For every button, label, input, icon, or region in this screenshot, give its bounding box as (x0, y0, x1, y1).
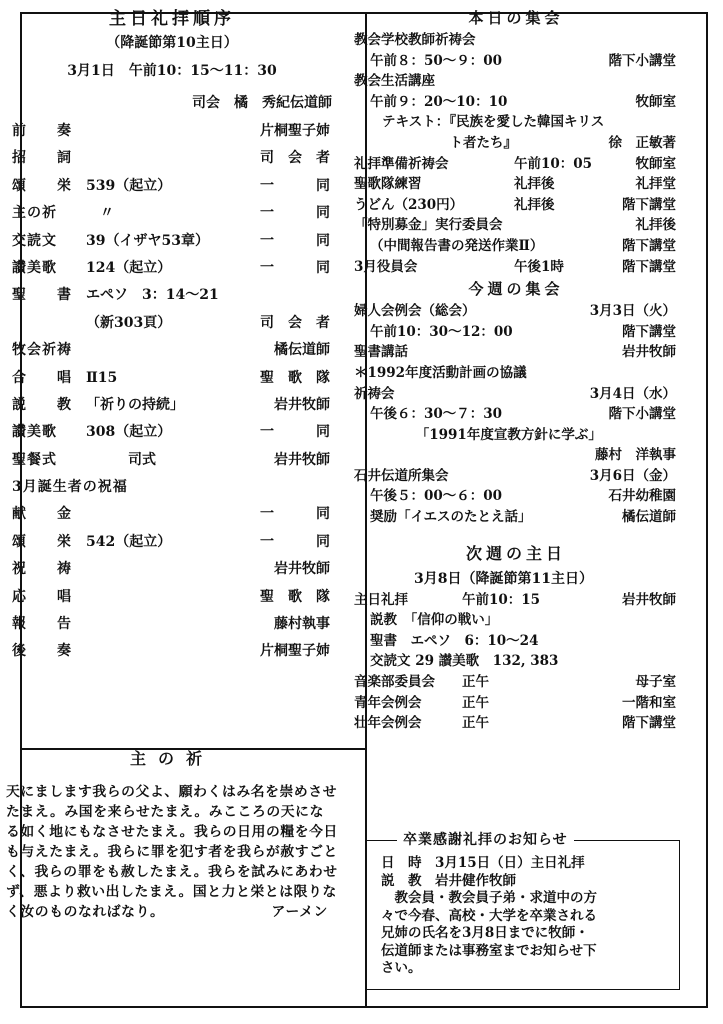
order-item-person: 岩井牧師 (274, 561, 330, 578)
event-row (354, 713, 678, 734)
event-name: 婦人会例会（総会） (354, 303, 476, 320)
event-row (354, 404, 678, 425)
event-row (354, 154, 678, 175)
order-item-name: 聖餐式 (12, 451, 57, 468)
event-time: 礼拝後 (514, 196, 555, 213)
event-row (354, 133, 678, 154)
notice-line: さい。 (381, 960, 422, 976)
this-week-title: 今週の集会 (468, 280, 564, 299)
order-date-time: 3月1日 午前10：15〜11：30 (67, 63, 277, 79)
order-item-name: 応 唱 (12, 588, 72, 605)
event-row (354, 384, 678, 405)
order-item (8, 501, 336, 528)
notice-date-line: 日 時 3月15日（日）主日礼拝 (381, 855, 585, 871)
order-item (8, 611, 336, 638)
event-name: ト者たち』 (382, 134, 517, 151)
order-item-person: 岩井牧師 (274, 396, 330, 413)
order-item-name: 主の祈 (12, 205, 57, 222)
order-item (8, 173, 336, 200)
event-time: 午後1時 (514, 258, 564, 275)
event-name: 教会学校教師祈祷会 (354, 32, 476, 48)
order-item-person: 一 同 (260, 177, 330, 194)
notice-line: 教会員・教会員子弟・求道中の方 (381, 890, 597, 906)
order-item-name: 招 詞 (12, 150, 72, 167)
event-row (354, 51, 678, 72)
event-row (354, 195, 678, 216)
event-place: 階下講堂 (622, 237, 676, 254)
event-name: 礼拝準備祈祷会 (354, 155, 449, 172)
event-name: うどん（230円） (354, 196, 464, 213)
order-item-person: 聖 歌 隊 (260, 588, 330, 605)
event-name: 午前８：50〜９：00 (370, 52, 503, 69)
event-row (354, 445, 678, 466)
order-item-name: 頌 栄 (12, 533, 72, 550)
event-name: 午後５：00〜６：00 (370, 488, 503, 505)
event-row (354, 507, 678, 528)
event-name: 音楽部委員会 (354, 674, 435, 691)
order-item-person: 司 会 者 (260, 314, 330, 331)
order-item-person: 聖 歌 隊 (260, 369, 330, 386)
event-name: 聖歌隊練習 (354, 176, 422, 193)
order-item-detail: 124（起立） (86, 259, 172, 276)
event-time: 正午 (462, 694, 489, 711)
event-name: 午後６：30〜７：30 (370, 406, 503, 423)
graduation-notice-title: 卒業感謝礼拝のお知らせ (397, 831, 574, 849)
event-place: 牧師室 (635, 155, 676, 172)
event-name: 石井伝道所集会 (354, 467, 449, 484)
event-name: 午前９：20〜10：10 (370, 93, 508, 110)
announcements (354, 6, 678, 734)
lords-prayer-title: 主の祈 (129, 749, 214, 768)
order-item (8, 419, 336, 446)
amen-text: アーメン (271, 904, 328, 920)
event-row (354, 92, 678, 113)
order-item-name: 合 唱 (12, 369, 72, 386)
order-item-name: 報 告 (12, 616, 72, 633)
order-item-name: 後 奏 (12, 643, 72, 660)
order-list (8, 118, 336, 666)
order-item-name: 交読文 (12, 232, 57, 249)
order-item (8, 474, 336, 501)
event-place: 礼拝後 (635, 217, 676, 234)
order-item-name: 説 教 (12, 396, 72, 413)
event-time: 午前10：15 (462, 591, 541, 608)
event-place: 母子室 (635, 674, 676, 691)
event-row (354, 257, 678, 278)
order-item-name: 讃美歌 (12, 259, 57, 276)
event-name: 3月役員会 (354, 258, 418, 275)
event-row (354, 693, 678, 714)
order-item-detail: 司式 (86, 451, 156, 468)
order-item (8, 228, 336, 255)
event-name: 聖書講話 (354, 344, 408, 361)
event-name: 交読文 29 讃美歌 132, 383 (370, 653, 559, 670)
order-item-detail: 39（イザヤ53章） (86, 232, 209, 249)
event-name: ＊1992年度活動計画の協議 (354, 364, 527, 381)
event-place: 一階和室 (622, 694, 676, 711)
order-item (8, 337, 336, 364)
event-name: 説教 「信仰の戦い」 (370, 612, 499, 629)
event-place: 石井幼稚園 (608, 488, 676, 505)
order-item-name: 3月誕生者の祝福 (12, 479, 128, 496)
event-time: 礼拝後 (514, 176, 555, 193)
event-place: 徐 正敏著 (608, 134, 676, 151)
order-item (8, 145, 336, 172)
event-row (354, 30, 678, 51)
order-item-person: 一 同 (260, 232, 330, 249)
order-item-person: 一 同 (260, 205, 330, 222)
notice-line: 伝道師または事務室までお知らせ下 (381, 942, 597, 959)
event-time: 正午 (462, 715, 489, 732)
order-item (8, 255, 336, 282)
event-row (354, 631, 678, 652)
order-item-detail: 308（起立） (86, 424, 172, 441)
order-item-person: 岩井牧師 (274, 451, 330, 468)
graduation-notice-box (366, 832, 680, 990)
event-row (354, 112, 678, 133)
event-row (354, 466, 678, 487)
event-name: 祈祷会 (354, 385, 395, 402)
event-row (354, 174, 678, 195)
order-item (8, 584, 336, 611)
order-item-detail: エペソ 3：14〜21 (86, 287, 219, 304)
event-row (354, 363, 678, 384)
event-name: 聖書 エペソ 6：10〜24 (370, 632, 539, 649)
event-place: 階下講堂 (622, 715, 676, 732)
order-item-person: 一 同 (260, 259, 330, 276)
event-row (354, 322, 678, 343)
event-name: 午前10：30〜12：00 (370, 323, 513, 340)
event-time: 午前10：05 (514, 155, 593, 172)
event-row (354, 71, 678, 92)
order-item-detail: 539（起立） (86, 177, 172, 194)
order-item-detail: 542（起立） (86, 533, 172, 550)
today-title: 本日の集会 (468, 9, 564, 27)
order-item-name: 前 奏 (12, 123, 72, 139)
event-place: 3月6日（金） (589, 467, 676, 484)
event-place: 階下講堂 (622, 323, 676, 340)
event-place: 階下小講堂 (608, 52, 676, 69)
order-item (8, 282, 336, 309)
event-place: 礼拝堂 (635, 176, 676, 193)
lords-prayer-text: 天にまします我らの父よ、願わくはみ名を崇めさせたまえ。み国を来らせたまえ。みこころの天になる如く地にもなさせたまえ。我らの日用の糧を今日も与えたまえ。我らに罪を犯す者を我らが赦すごとく、我らの罪をも赦したまえ。我らを試みにあわせず、悪より救い出したまえ。国と力と栄とは限りなく汝のものなればなり。 (6, 784, 338, 920)
event-name: 青年会例会 (354, 694, 422, 711)
event-place: 岩井牧師 (622, 591, 676, 608)
order-item-person: 橘伝道師 (274, 342, 330, 359)
order-item-person: 司 会 者 (260, 150, 330, 167)
notice-line: 兄姉の氏名を3月8日までに牧師・ (381, 925, 589, 941)
today-list (354, 30, 678, 277)
order-item (8, 638, 336, 665)
notice-body (381, 890, 669, 978)
event-time: 正午 (462, 674, 489, 691)
this-week-list (354, 301, 678, 528)
next-week-title: 次週の主日 (465, 543, 566, 563)
event-place: 3月3日（火） (589, 303, 676, 320)
order-item (8, 118, 336, 145)
order-item-name: 牧会祈祷 (12, 342, 72, 359)
event-name: 「特別募金」実行委員会 (354, 217, 503, 234)
event-row (354, 215, 678, 236)
order-item (8, 392, 336, 419)
event-name: 壮年会例会 (354, 715, 422, 732)
order-item (8, 365, 336, 392)
event-name: 「1991年度宣教方針に学ぶ」 (382, 426, 602, 443)
event-name: （中間報告書の発送作業Ⅱ） (370, 237, 544, 254)
event-name: 奨励「イエスのたとえ話」 (370, 509, 532, 526)
order-item-person: 片桐聖子姉 (260, 643, 330, 660)
event-row (354, 301, 678, 322)
event-row (354, 610, 678, 631)
next-week-date: 3月8日（降誕節第11主日） (414, 570, 593, 587)
event-place: 階下講堂 (622, 258, 676, 275)
event-place: 3月4日（水） (589, 385, 676, 402)
event-row (354, 672, 678, 693)
order-item (8, 200, 336, 227)
order-item-person: 一 同 (260, 533, 330, 550)
event-place: 橘伝道師 (622, 509, 676, 526)
order-item-name: 讃美歌 (12, 424, 57, 441)
order-item (8, 529, 336, 556)
order-item-name: 聖 書 (12, 287, 72, 304)
event-row (354, 486, 678, 507)
notice-preacher-line: 説 教 岩井健作牧師 (381, 872, 516, 889)
event-row (354, 425, 678, 446)
event-row (354, 590, 678, 611)
order-item-name: 祝 祷 (12, 561, 72, 578)
event-place: 階下小講堂 (608, 406, 676, 423)
event-row (354, 236, 678, 257)
event-place: 藤村 洋執事 (595, 447, 676, 464)
event-name: 教会生活講座 (354, 73, 435, 90)
order-item-person: 一 同 (260, 506, 330, 523)
order-item-detail: （新303頁） (86, 314, 172, 331)
event-name: 主日礼拝 (354, 591, 408, 608)
notice-line: 々で今春、高校・大学を卒業される (381, 907, 597, 924)
order-of-worship (8, 6, 336, 666)
order-item-name: 献 金 (12, 506, 72, 523)
event-place: 階下講堂 (622, 196, 676, 213)
order-item-detail: 「祈りの持続」 (86, 396, 184, 413)
order-item (8, 556, 336, 583)
order-item (8, 310, 336, 337)
order-item-person: 一 同 (260, 424, 330, 441)
order-item-person: 藤村執事 (274, 616, 330, 633)
next-week-list (354, 590, 678, 734)
event-name: テキスト：『民族を愛した韓国キリス (382, 114, 605, 131)
order-title: 主日礼拝順序 (109, 9, 235, 29)
order-item-detail: Ⅱ15 (86, 369, 118, 386)
event-row (354, 342, 678, 363)
order-item-detail: 〃 (86, 205, 114, 222)
event-place: 岩井牧師 (622, 344, 676, 361)
event-place: 牧師室 (635, 93, 676, 110)
event-row (354, 651, 678, 672)
order-item-name: 頌 栄 (12, 177, 72, 194)
order-subtitle: （降誕節第10主日） (106, 35, 238, 51)
order-officiant: 司会 橘 秀紀伝道師 (192, 95, 332, 111)
lords-prayer-section (6, 742, 338, 922)
order-item (8, 447, 336, 474)
order-item-person: 片桐聖子姉 (260, 123, 330, 139)
